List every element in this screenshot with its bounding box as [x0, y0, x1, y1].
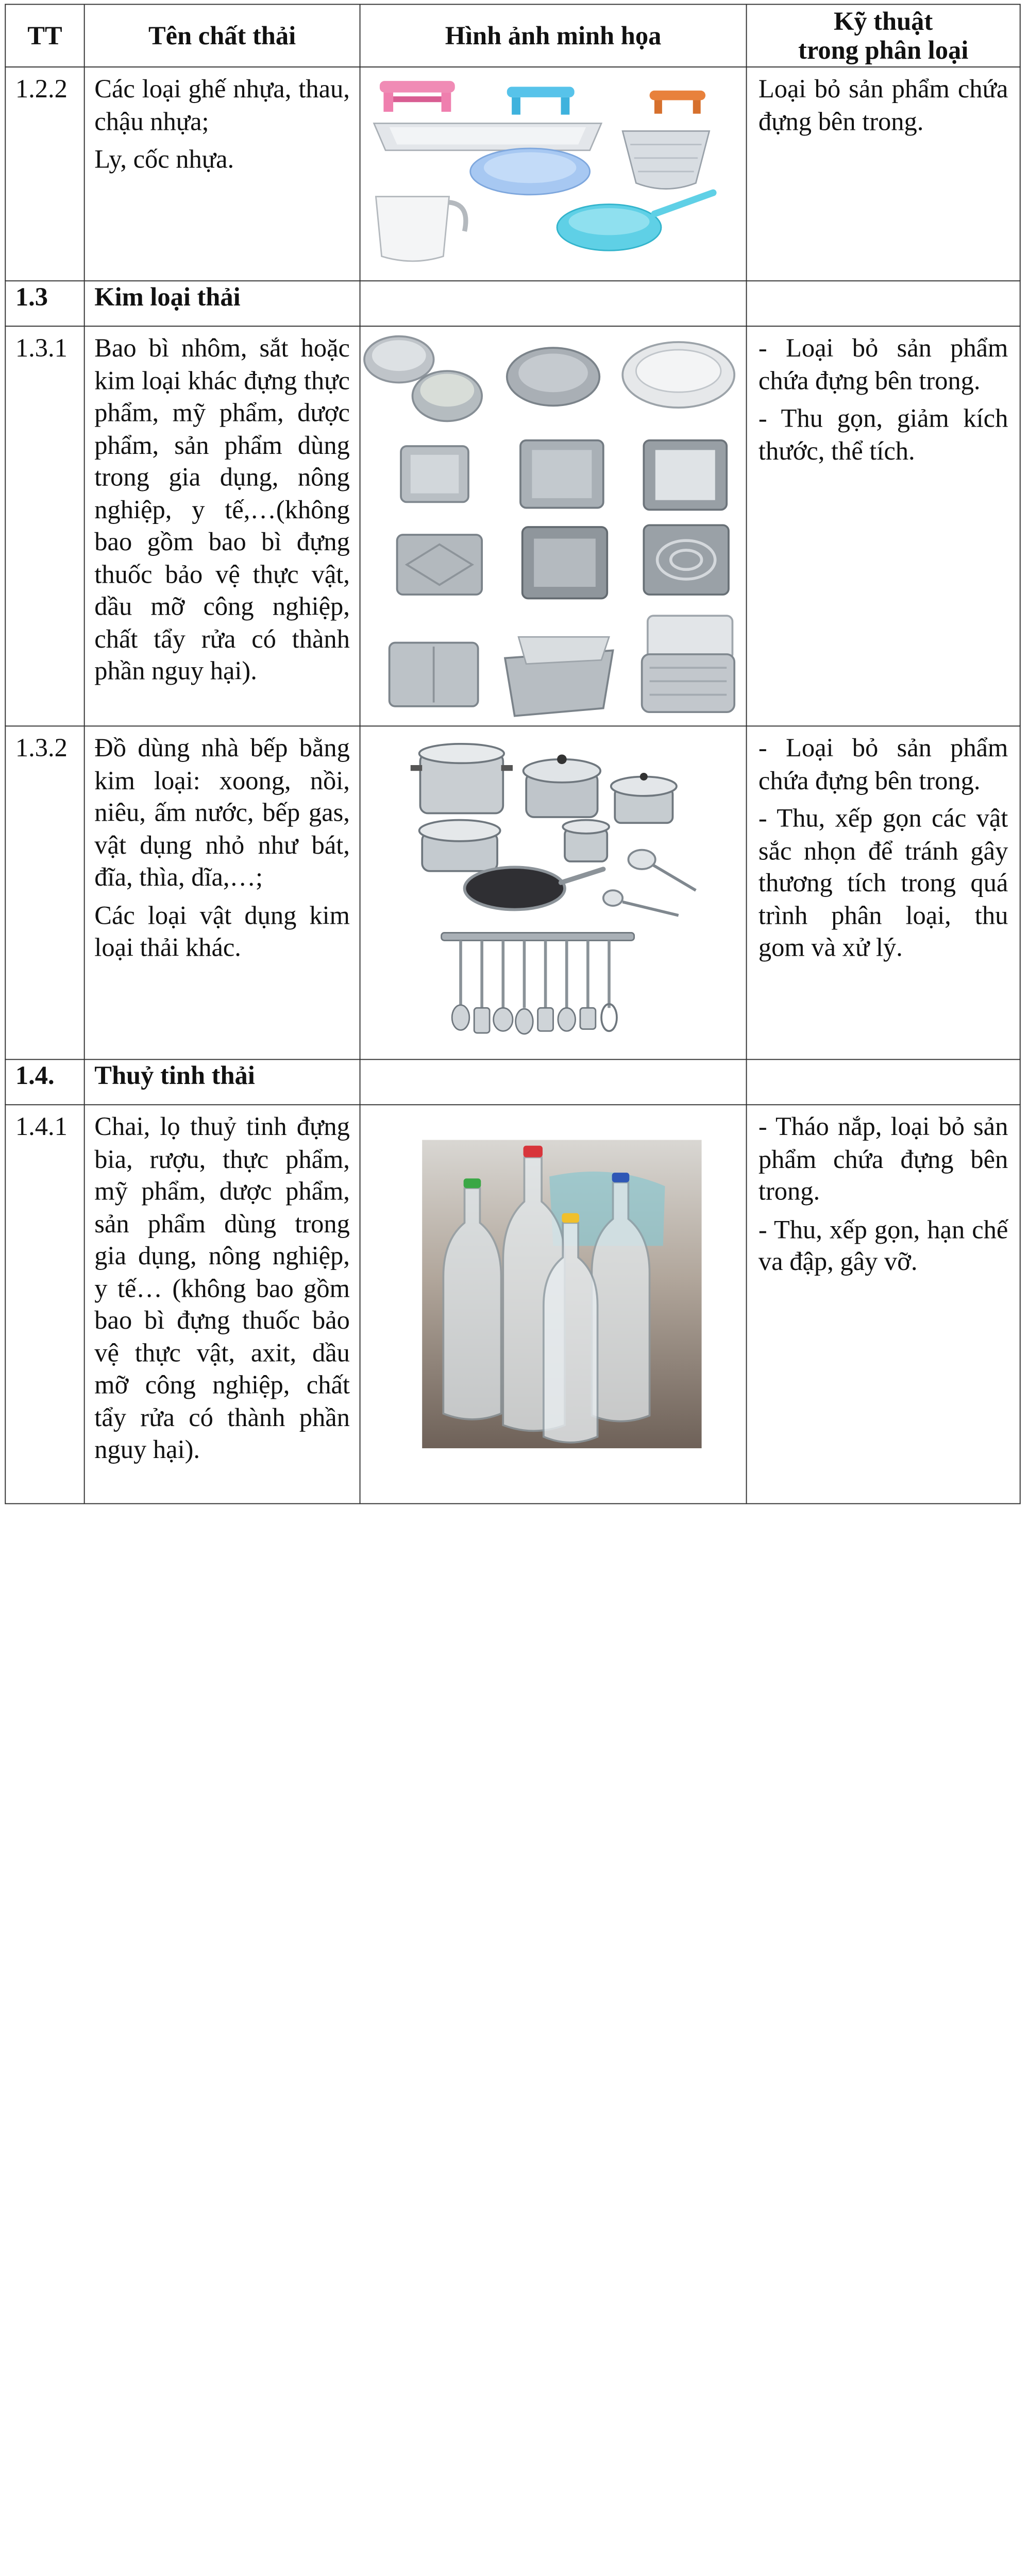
section-number: 1.3	[5, 281, 84, 326]
blue-dipper-icon	[557, 193, 713, 250]
blue-stool-icon	[507, 87, 575, 114]
technique-text: Loại bỏ sản phẩm chứa đựng bên trong.	[758, 74, 1008, 135]
waste-name-text: Các loại vật dụng kim loại thải khác.	[94, 900, 350, 962]
table-row-1-2-2	[5, 67, 1020, 281]
technique-text: - Loại bỏ sản phẩm chứa đựng bên trong.	[758, 333, 1008, 395]
blue-basin-icon	[470, 148, 590, 195]
empty-cell	[747, 1059, 1020, 1105]
technique-text: - Thu gọn, giảm kích thước, thể tích.	[758, 403, 1008, 465]
orange-stool-icon	[650, 91, 705, 114]
waste-name-text: Chai, lọ thuỷ tinh đựng bia, rượu, thực phẩm, mỹ phẩm, dược phẩm, sản phẩm dùng trong gia dụng, nông nghiệp, y tế… (không bao gồm bao bì đựng thuốc bảo vệ thực vật, axit, dầu mỡ công nghiệp, chất tẩy rửa có thành phần nguy hại).	[94, 1112, 350, 1464]
pot-with-lid-icon	[524, 754, 677, 823]
section-title: Thuỷ tinh thải	[85, 1059, 360, 1105]
utensil-rack-icon	[442, 933, 634, 1033]
empty-cell	[747, 281, 1020, 326]
waste-name-cell	[85, 726, 360, 1059]
waste-name-text: Ly, cốc nhựa.	[94, 144, 234, 174]
header-technique	[747, 4, 1020, 67]
round-foil-bowl-icon	[364, 336, 482, 421]
table-row-1-3-2	[5, 726, 1020, 1059]
header-waste-name: Tên chất thải	[85, 4, 360, 67]
foil-tray-icon	[397, 525, 729, 598]
empty-cell	[360, 1059, 747, 1105]
waste-name-cell	[85, 1105, 360, 1503]
header-row	[5, 4, 1020, 67]
section-number: 1.4.	[5, 1059, 84, 1105]
cookware-illustration	[360, 726, 747, 1060]
section-title: Kim loại thải	[85, 281, 360, 326]
stock-pot-icon	[411, 744, 513, 814]
header-technique-line2: trong phân loại	[798, 36, 969, 65]
technique-text: - Thu, xếp gọn các vật sắc nhọn để tránh gây thương tích trong quá trình phân loại, thu gom và xử lý.	[758, 803, 1008, 962]
technique-cell	[747, 1105, 1020, 1503]
round-foil-plate-icon	[507, 348, 600, 405]
waste-name-text: Đồ dùng nhà bếp bằng kim loại: xoong, nồi, niêu, ấm nước, bếp gas, vật dụng nhỏ như bát, đĩa, thìa, dĩa,…;	[94, 733, 350, 892]
waste-classification-table	[5, 4, 1020, 1504]
empty-cell	[360, 281, 747, 326]
textured-basin-icon	[622, 131, 709, 189]
aluminium-trays-illustration	[360, 327, 747, 726]
table-row-1-3-1	[5, 326, 1020, 726]
foil-tray-icon	[401, 440, 727, 510]
technique-text: - Loại bỏ sản phẩm chứa đựng bên trong.	[758, 733, 1008, 795]
section-row-1-4	[5, 1059, 1020, 1105]
row-number: 1.2.2	[5, 67, 84, 281]
pink-stool-icon	[380, 81, 455, 112]
technique-cell	[747, 67, 1020, 281]
technique-cell	[747, 726, 1020, 1059]
illustration-cell	[360, 67, 747, 281]
ladle-icon	[603, 850, 696, 916]
waste-name-text: Các loại ghế nhựa, thau, chậu nhựa;	[94, 74, 350, 135]
illustration-cell	[360, 326, 747, 726]
header-technique-line1: Kỹ thuật	[834, 7, 933, 36]
plastic-items-illustration	[360, 67, 747, 281]
row-number: 1.3.2	[5, 726, 84, 1059]
technique-text: - Thu, xếp gọn, hạn chế va đập, gây vỡ.	[758, 1214, 1008, 1276]
plastic-tray-icon	[374, 123, 601, 150]
waste-name-text: Bao bì nhôm, sắt hoặc kim loại khác đựng thực phẩm, mỹ phẩm, dược phẩm, sản phẩm dùng trong gia dụng, nông nghiệp, y tế,…(không bao gồm bao bì đựng thuốc bảo vệ thực vật, dầu mỡ công nghiệp, chất tẩy rửa có thành phần nguy hại).	[94, 333, 350, 685]
row-number: 1.4.1	[5, 1105, 84, 1503]
oval-foil-dish-icon	[622, 342, 734, 408]
technique-cell	[747, 326, 1020, 726]
header-tt: TT	[5, 4, 84, 67]
foil-tray-icon	[390, 616, 735, 716]
section-row-1-3	[5, 281, 1020, 326]
table-row-1-4-1	[5, 1105, 1020, 1503]
row-number: 1.3.1	[5, 326, 84, 726]
waste-name-cell	[85, 326, 360, 726]
glass-bottles-photo	[360, 1105, 747, 1504]
measuring-jug-icon	[376, 197, 465, 261]
header-illustration: Hình ảnh minh họa	[360, 4, 747, 67]
illustration-cell	[360, 1105, 747, 1503]
frying-pan-icon	[464, 867, 603, 909]
illustration-cell	[360, 726, 747, 1059]
waste-name-cell	[85, 67, 360, 281]
technique-text: - Tháo nắp, loại bỏ sản phẩm chứa đựng bên trong.	[758, 1112, 1008, 1206]
saucepan-icon	[419, 820, 609, 871]
